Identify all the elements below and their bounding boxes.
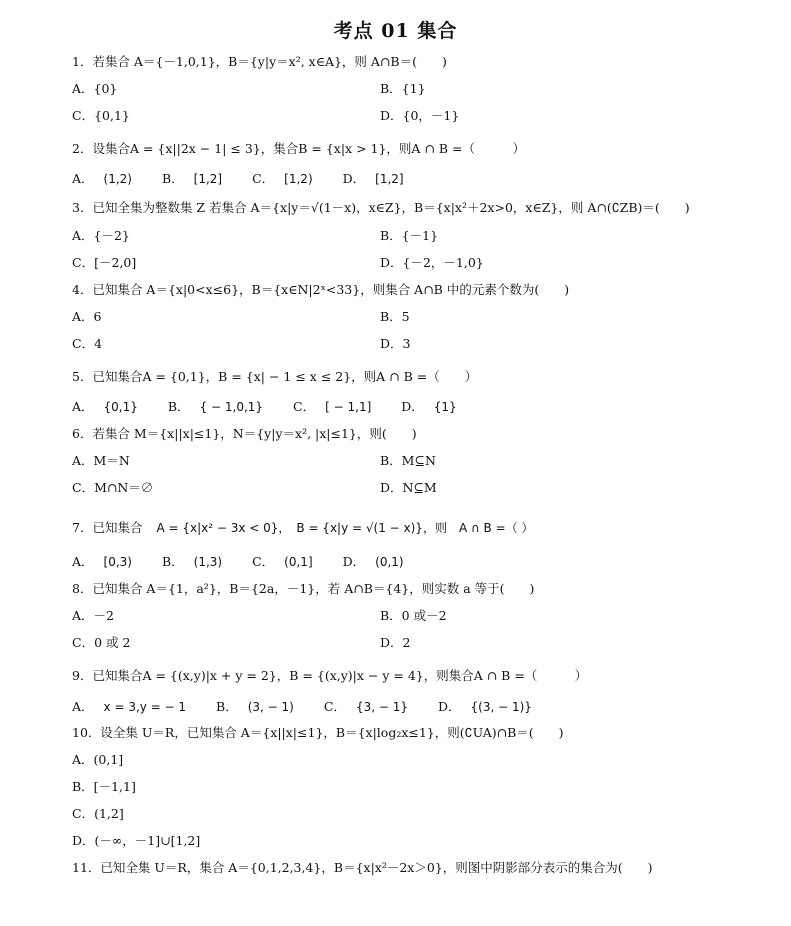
question-3-option-c: C．[－2,0] bbox=[72, 255, 137, 270]
question-4-option-c: C．4 bbox=[72, 336, 103, 351]
question-5-option-b: { − 1,0,1} bbox=[199, 400, 264, 414]
question-5-option-b-label: B． bbox=[167, 399, 190, 414]
question-7-stem-math: A = {x|x² − 3x < 0}， B = {x|y = √(1 − x)}，则 A ∩ B =（ ） bbox=[156, 521, 534, 535]
question-6-option-c: C．M∩N＝∅ bbox=[72, 480, 154, 495]
question-9-option-d-label: D． bbox=[437, 699, 461, 714]
question-2-option-a-label: A． bbox=[72, 171, 94, 186]
question-6-stem: 6．若集合 M＝{x||x|≤1}，N＝{y|y＝x², |x|≤1}，则( ) bbox=[72, 426, 417, 441]
question-7-option-d-label: D． bbox=[342, 554, 366, 569]
question-1-option-a: A．{0} bbox=[72, 81, 118, 96]
question-9-option-b: (3, − 1) bbox=[247, 700, 294, 714]
question-2-options bbox=[72, 171, 430, 187]
question-7-option-a: [0,3) bbox=[103, 555, 132, 569]
question-5-option-d: {1} bbox=[433, 400, 457, 414]
question-10-option-b: B．[－1,1] bbox=[72, 779, 136, 794]
question-2-stem: 2．设集合A = {x||2x − 1| ≤ 3}，集合B = {x|x > 1}，则A ∩ B =（ ） bbox=[72, 141, 526, 156]
question-8-option-d: D．2 bbox=[380, 635, 411, 650]
question-7-option-b-label: B． bbox=[161, 554, 184, 569]
question-5-stem: 5．已知集合A = {0,1}，B = {x| − 1 ≤ x ≤ 2}，则A ∩ B =（ ） bbox=[72, 369, 478, 384]
question-9-option-c: {3, − 1} bbox=[355, 700, 408, 714]
question-2-option-b: [1,2] bbox=[193, 172, 223, 186]
question-1-option-c: C．{0,1} bbox=[72, 108, 130, 123]
question-3-option-a: A．{－2} bbox=[72, 228, 130, 243]
question-9-option-c-label: C． bbox=[323, 699, 346, 714]
question-1-stem: 1．若集合 A＝{－1,0,1}，B＝{y|y＝x², x∈A}，则 A∩B＝( ) bbox=[72, 54, 447, 69]
question-7-options bbox=[72, 554, 430, 570]
question-2-option-c-label: C． bbox=[252, 171, 275, 186]
question-6-option-a: A．M＝N bbox=[72, 453, 130, 468]
question-5-option-a: {0,1} bbox=[103, 400, 138, 414]
question-7-option-d: (0,1) bbox=[375, 555, 404, 569]
question-7-option-c-label: C． bbox=[252, 554, 275, 569]
question-9-option-a: x = 3,y = − 1 bbox=[103, 700, 187, 714]
question-2-option-c: [1,2) bbox=[284, 172, 313, 186]
question-3-option-d: D．{－2，－1,0} bbox=[380, 255, 484, 270]
question-10-stem: 10．设全集 U＝R，已知集合 A＝{x||x|≤1}，B＝{x|log₂x≤1}，则(∁UA)∩B＝( ) bbox=[72, 725, 564, 740]
question-1-option-d: D．{0，－1} bbox=[380, 108, 460, 123]
question-8-option-b: B．0 或－2 bbox=[380, 608, 447, 623]
question-7-option-c: (0,1] bbox=[284, 555, 313, 569]
question-4-option-d: D．3 bbox=[380, 336, 411, 351]
question-5-option-c-label: C． bbox=[293, 399, 316, 414]
question-3-option-b: B．{－1} bbox=[380, 228, 439, 243]
question-2-option-d-label: D． bbox=[342, 171, 366, 186]
question-11-stem: 11．已知全集 U＝R，集合 A＝{0,1,2,3,4}，B＝{x|x²－2x＞0}，则图中阴影部分表示的集合为( ) bbox=[72, 860, 653, 875]
question-4-option-b: B．5 bbox=[380, 309, 410, 324]
question-5-options bbox=[72, 399, 483, 415]
question-1-option-b: B．{1} bbox=[380, 81, 426, 96]
question-6-option-d: D．N⊆M bbox=[380, 480, 437, 495]
question-3-stem: 3．已知全集为整数集 Z 若集合 A＝{x|y＝√(1－x)，x∈Z}，B＝{x|x²＋2x>0，x∈Z}，则 A∩(∁ZB)＝( ) bbox=[72, 200, 690, 215]
question-2-option-a: (1,2) bbox=[103, 172, 132, 186]
page-title: 考点 01 集合 bbox=[333, 20, 458, 42]
question-4-stem: 4．已知集合 A＝{x|0<x≤6}，B＝{x∈N|2ˣ<33}，则集合 A∩B 中的元素个数为( ) bbox=[72, 282, 570, 297]
question-7-stem bbox=[72, 520, 533, 536]
question-2-option-d: [1,2] bbox=[375, 172, 404, 186]
question-7-option-a-label: A． bbox=[72, 554, 94, 569]
question-4-option-a: A．6 bbox=[72, 309, 102, 324]
question-10-option-c: C．(1,2] bbox=[72, 806, 124, 821]
question-7-stem-prefix: 7．已知集合 bbox=[72, 520, 143, 535]
question-8-option-a: A．－2 bbox=[72, 608, 114, 623]
question-5-option-c: [ − 1,1] bbox=[325, 400, 372, 414]
question-6-option-b: B．M⊆N bbox=[380, 453, 436, 468]
question-10-option-d: D．(－∞，－1]∪[1,2] bbox=[72, 833, 201, 848]
question-8-option-c: C．0 或 2 bbox=[72, 635, 131, 650]
question-9-options bbox=[72, 699, 558, 715]
question-7-option-b: (1,3) bbox=[193, 555, 223, 569]
question-9-option-d: {(3, − 1)} bbox=[470, 700, 532, 714]
question-9-stem: 9．已知集合A = {(x,y)|x + y = 2}，B = {(x,y)|x − y = 4}，则集合A ∩ B =（ ） bbox=[72, 668, 588, 683]
question-9-option-b-label: B． bbox=[216, 699, 238, 714]
question-8-stem: 8．已知集合 A＝{1，a²}，B＝{2a，－1}，若 A∩B＝{4}，则实数 a 等于( ) bbox=[72, 581, 535, 596]
question-9-option-a-label: A． bbox=[72, 699, 94, 714]
question-2-option-b-label: B． bbox=[161, 171, 184, 186]
question-10-option-a: A．(0,1] bbox=[72, 752, 124, 767]
question-5-option-d-label: D． bbox=[401, 399, 424, 414]
question-5-option-a-label: A． bbox=[72, 399, 94, 414]
